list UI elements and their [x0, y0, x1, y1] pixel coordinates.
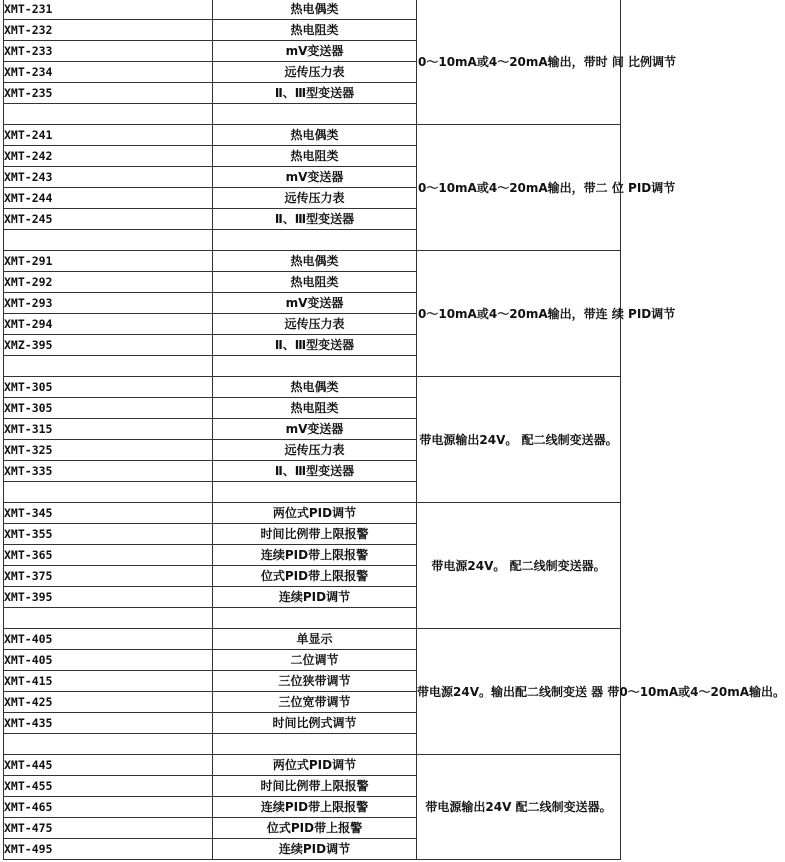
table-row [4, 251, 621, 272]
empty-cell [4, 482, 213, 503]
type-cell: 三位狭带调节 [213, 671, 417, 692]
type-cell: 远传压力表 [213, 188, 417, 209]
type-cell: 远传压力表 [213, 440, 417, 461]
type-cell: 热电阻类 [213, 146, 417, 167]
type-cell: 热电偶类 [213, 251, 417, 272]
note-cell: 带电源24V。 配二线制变送器。 [417, 503, 621, 629]
spec-table-body [4, 0, 785, 860]
table-row [4, 0, 621, 20]
model-cell: XMT-355 [4, 524, 213, 545]
note-cell: 0～10mA或4～20mA输出，带二 位 PID调节 [417, 125, 621, 251]
model-cell: XMT-495 [4, 839, 213, 860]
type-cell: 二位调节 [213, 650, 417, 671]
empty-cell [213, 608, 417, 629]
model-cell: XMT-365 [4, 545, 213, 566]
model-cell: XMT-315 [4, 419, 213, 440]
model-cell: XMT-435 [4, 713, 213, 734]
model-cell: XMT-294 [4, 314, 213, 335]
model-cell: XMT-234 [4, 62, 213, 83]
model-cell: XMT-345 [4, 503, 213, 524]
type-cell: 热电偶类 [213, 125, 417, 146]
type-cell: 热电偶类 [213, 0, 417, 20]
model-cell: XMT-243 [4, 167, 213, 188]
type-cell: mV变送器 [213, 293, 417, 314]
model-cell: XMT-475 [4, 818, 213, 839]
empty-cell [213, 356, 417, 377]
type-cell: mV变送器 [213, 419, 417, 440]
model-cell: XMT-335 [4, 461, 213, 482]
model-cell: XMT-405 [4, 629, 213, 650]
type-cell: Ⅱ、Ⅲ型变送器 [213, 335, 417, 356]
empty-cell [213, 104, 417, 125]
model-cell: XMT-405 [4, 650, 213, 671]
model-cell: XMT-445 [4, 755, 213, 776]
type-cell: 热电阻类 [213, 272, 417, 293]
type-cell: 位式PID带上报警 [213, 818, 417, 839]
empty-cell [4, 608, 213, 629]
type-cell: 三位宽带调节 [213, 692, 417, 713]
type-cell: Ⅱ、Ⅲ型变送器 [213, 461, 417, 482]
note-cell: 0～10mA或4～20mA输出，带连 续 PID调节 [417, 251, 621, 377]
type-cell: 连续PID调节 [213, 587, 417, 608]
table-row [4, 125, 621, 146]
model-cell: XMT-244 [4, 188, 213, 209]
model-cell: XMT-293 [4, 293, 213, 314]
model-cell: XMT-235 [4, 83, 213, 104]
model-cell: XMT-425 [4, 692, 213, 713]
model-cell: XMT-231 [4, 0, 213, 20]
model-cell: XMT-415 [4, 671, 213, 692]
type-cell: 连续PID带上限报警 [213, 545, 417, 566]
type-cell: 热电阻类 [213, 398, 417, 419]
note-cell: 带电源输出24V 配二线制变送器。 [417, 755, 621, 860]
table-row [4, 629, 621, 650]
note-cell: 带电源输出24V。 配二线制变送器。 [417, 377, 621, 503]
empty-cell [4, 356, 213, 377]
table-row [4, 377, 621, 398]
spec-table [3, 0, 785, 860]
type-cell: 两位式PID调节 [213, 503, 417, 524]
model-cell: XMT-233 [4, 41, 213, 62]
type-cell: 远传压力表 [213, 62, 417, 83]
model-cell: XMT-242 [4, 146, 213, 167]
type-cell: mV变送器 [213, 41, 417, 62]
note-cell: 0～10mA或4～20mA输出，带时 间 比例调节 [417, 0, 621, 125]
model-cell: XMT-245 [4, 209, 213, 230]
type-cell: 时间比例式调节 [213, 713, 417, 734]
model-cell: XMT-325 [4, 440, 213, 461]
empty-cell [213, 230, 417, 251]
model-cell: XMT-305 [4, 398, 213, 419]
model-cell: XMT-395 [4, 587, 213, 608]
model-cell: XMT-292 [4, 272, 213, 293]
model-cell: XMT-305 [4, 377, 213, 398]
model-cell: XMT-375 [4, 566, 213, 587]
type-cell: Ⅱ、Ⅲ型变送器 [213, 83, 417, 104]
type-cell: 单显示 [213, 629, 417, 650]
type-cell: mV变送器 [213, 167, 417, 188]
table-row [4, 503, 621, 524]
type-cell: 远传压力表 [213, 314, 417, 335]
model-cell: XMT-241 [4, 125, 213, 146]
type-cell: Ⅱ、Ⅲ型变送器 [213, 209, 417, 230]
type-cell: 两位式PID调节 [213, 755, 417, 776]
table-row [4, 755, 621, 776]
model-cell: XMT-291 [4, 251, 213, 272]
model-cell: XMT-455 [4, 776, 213, 797]
type-cell: 时间比例带上限报警 [213, 776, 417, 797]
type-cell: 热电阻类 [213, 20, 417, 41]
empty-cell [4, 104, 213, 125]
model-cell: XMT-232 [4, 20, 213, 41]
model-cell: XMZ-395 [4, 335, 213, 356]
type-cell: 热电偶类 [213, 377, 417, 398]
type-cell: 连续PID调节 [213, 839, 417, 860]
model-cell: XMT-465 [4, 797, 213, 818]
note-cell: 带电源24V。输出配二线制变送 器 带0～10mA或4～20mA输出。 [417, 629, 621, 755]
type-cell: 连续PID带上限报警 [213, 797, 417, 818]
empty-cell [213, 482, 417, 503]
empty-cell [213, 734, 417, 755]
type-cell: 时间比例带上限报警 [213, 524, 417, 545]
empty-cell [4, 734, 213, 755]
type-cell: 位式PID带上限报警 [213, 566, 417, 587]
empty-cell [4, 230, 213, 251]
